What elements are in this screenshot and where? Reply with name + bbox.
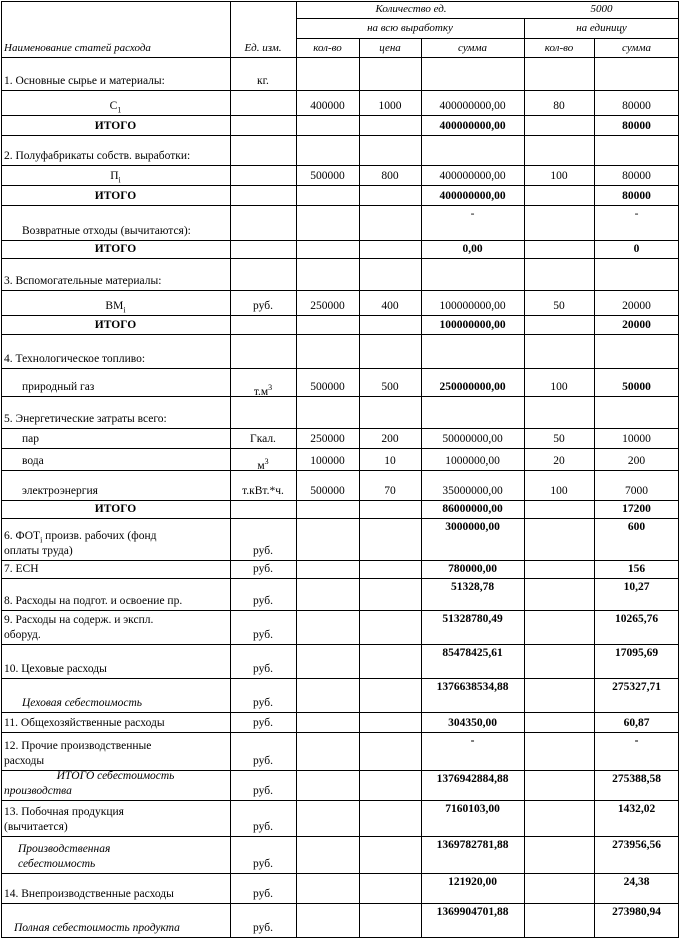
row-name: $ВМ_i$ xyxy=(105,300,126,315)
row-name-subscript: i xyxy=(40,535,43,545)
row-name-line2: (вычитается) xyxy=(4,821,68,833)
row-unit-sum: 275327,71 xyxy=(612,681,661,693)
row-unit-sum: 0 xyxy=(633,243,640,255)
row-name: ИТОГО xyxy=(94,243,137,255)
row-sum: - xyxy=(470,208,475,220)
row-name: ИТОГО xyxy=(94,319,137,331)
row-sum: 7160103,00 xyxy=(445,803,500,815)
row-sum: 3000000,00 xyxy=(445,521,500,533)
row-unit-superscript: 3 xyxy=(264,457,269,466)
row-name: ИТОГО себестоимость xyxy=(56,770,175,782)
row-name: 7. ЕСН xyxy=(4,563,39,575)
row-name: 12. Прочие производственные xyxy=(4,740,152,752)
row-sum: 100000000,00 xyxy=(439,319,506,331)
row-price: 800 xyxy=(381,170,399,182)
header-sub-sum-per-unit: сумма xyxy=(622,42,651,54)
row-unit: т.кВт.*ч. xyxy=(242,485,284,497)
row-name-line2: производства xyxy=(4,785,72,797)
row-name-line2: себестоимость xyxy=(18,858,96,870)
row-name: 4. Технологическое топливо: xyxy=(4,353,146,365)
row-unit: руб. xyxy=(253,717,273,729)
row-name: $П_i$ xyxy=(110,170,121,185)
row-sum: 400000000,00 xyxy=(439,100,506,112)
row-unit: руб. xyxy=(253,858,273,870)
row-quantity: 400000 xyxy=(310,100,345,112)
row-unit-sum: 20000 xyxy=(622,300,651,312)
row-unit: руб. xyxy=(253,821,273,833)
row-sum: 400000000,00 xyxy=(439,120,506,132)
row-price: 400 xyxy=(381,300,399,312)
row-unit: руб. xyxy=(253,595,273,607)
row-unit-sum: 17200 xyxy=(622,503,651,515)
row-unit: руб. xyxy=(253,755,273,767)
header-sub-quantity: кол-во xyxy=(313,42,342,54)
header-group-total-output: на всю выработку xyxy=(367,22,453,34)
row-name-line2: расходы xyxy=(4,755,45,767)
row-unit-sum: 60,87 xyxy=(623,717,650,729)
row-sum: 121920,00 xyxy=(448,876,497,888)
row-sum: 1376942884,88 xyxy=(436,773,509,785)
row-name: 6. $ФОТ_i$ произв. рабочих (фонд xyxy=(4,530,157,545)
row-unit-sum: 20000 xyxy=(622,319,651,331)
row-unit-sum: - xyxy=(634,208,639,220)
row-name: Производственная xyxy=(18,843,111,855)
row-price: 70 xyxy=(384,485,396,497)
row-name: 10. Цеховые расходы xyxy=(4,663,107,675)
row-name: Возвратные отходы (вычитаются): xyxy=(22,225,191,237)
row-sum: 86000000,00 xyxy=(442,503,503,515)
row-unit-sum: 156 xyxy=(627,563,646,575)
row-name: ИТОГО xyxy=(94,503,137,515)
row-name: природный газ xyxy=(22,381,95,393)
row-quantity: 500000 xyxy=(310,381,345,393)
row-name: вода xyxy=(22,455,44,467)
row-unit-sum: 10000 xyxy=(622,433,651,445)
row-name: 14. Внепроизводственные расходы xyxy=(4,888,174,900)
row-name: Полная себестоимость продукта xyxy=(14,922,180,934)
row-name: 2. Полуфабрикаты собств. выработки: xyxy=(4,150,191,162)
row-unit-sum: 50000 xyxy=(622,381,651,393)
row-sum: 35000000,00 xyxy=(442,485,503,497)
row-name: 9. Расходы на содерж. и экспл. xyxy=(4,614,154,626)
header-unit-column: Ед. изм. xyxy=(244,42,282,54)
row-unit: руб. xyxy=(253,563,273,575)
row-name-line2: оплаты труда) xyxy=(4,545,73,557)
header-sub-price: цена xyxy=(379,42,401,54)
row-sum: 1376638534,88 xyxy=(436,681,509,693)
row-unit-quantity: 20 xyxy=(553,455,565,467)
row-unit: руб. xyxy=(253,888,273,900)
row-unit-sum: 200 xyxy=(627,455,646,467)
row-unit-sum: 80000 xyxy=(622,120,651,132)
row-quantity: 250000 xyxy=(310,300,345,312)
row-unit-quantity: 100 xyxy=(550,381,568,393)
row-unit-sum: 600 xyxy=(627,521,646,533)
row-name: $С_1$ xyxy=(109,100,122,115)
row-sum: 50000000,00 xyxy=(442,433,503,445)
header-quantity-value: 5000 xyxy=(590,3,613,15)
row-unit-sum: 80000 xyxy=(622,190,651,202)
row-name: 13. Побочная продукция xyxy=(4,806,124,818)
row-quantity: 250000 xyxy=(310,433,345,445)
row-sum: 1369782781,88 xyxy=(436,839,509,851)
row-quantity: 500000 xyxy=(310,170,345,182)
row-sum: 780000,00 xyxy=(448,563,497,575)
row-name: ИТОГО xyxy=(94,120,137,132)
row-name-line2: оборуд. xyxy=(4,629,41,641)
row-name-tail: произв. рабочих (фонд xyxy=(42,530,157,542)
row-name-subscript: i xyxy=(123,305,126,315)
row-price: 200 xyxy=(381,433,399,445)
row-unit-sum: - xyxy=(634,735,639,747)
row-name: ИТОГО xyxy=(94,190,137,202)
header-name-column: Наименование статей расхода xyxy=(4,42,151,54)
row-sum: 51328,78 xyxy=(450,581,495,593)
row-sum: 400000000,00 xyxy=(439,170,506,182)
row-unit-sum: 275388,58 xyxy=(612,773,661,785)
row-unit-sum: 24,38 xyxy=(623,876,650,888)
row-name: Цеховая себестоимость xyxy=(22,697,142,709)
row-unit-quantity: 100 xyxy=(550,485,568,497)
row-unit-sum: 7000 xyxy=(625,485,648,497)
row-unit-sum: 10265,76 xyxy=(614,613,659,625)
row-sum: 51328780,49 xyxy=(442,613,503,625)
row-sum: 1369904701,88 xyxy=(436,906,509,918)
row-name: пар xyxy=(22,433,40,445)
row-unit: руб. xyxy=(253,922,273,934)
row-price: 500 xyxy=(381,381,399,393)
row-unit: Гкал. xyxy=(250,433,276,445)
row-name: 3. Вспомогательные материалы: xyxy=(4,275,162,287)
row-name: электроэнергия xyxy=(22,485,98,497)
row-price: 10 xyxy=(384,455,396,467)
row-unit-sum: 1432,02 xyxy=(617,803,656,815)
row-sum: 85478425,61 xyxy=(442,647,503,659)
row-unit: руб. xyxy=(253,663,273,675)
row-sum: 304350,00 xyxy=(448,717,497,729)
row-unit-quantity: 50 xyxy=(553,433,565,445)
row-sum: - xyxy=(470,735,475,747)
row-unit: $т.м^3$ xyxy=(253,383,273,398)
header-sub-quantity-per-unit: кол-во xyxy=(544,42,574,54)
row-sum: 100000000,00 xyxy=(439,300,506,312)
row-name-subscript: i xyxy=(118,175,121,185)
row-sum: 1000000,00 xyxy=(445,455,500,467)
row-unit-sum: 273980,94 xyxy=(612,906,661,918)
row-unit-quantity: 50 xyxy=(553,300,565,312)
row-quantity: 500000 xyxy=(310,485,345,497)
row-name: 1. Основные сырье и материалы: xyxy=(4,75,165,87)
row-price: 1000 xyxy=(378,100,402,112)
row-unit: руб. xyxy=(253,545,273,557)
header-quantity-label: Количество ед. xyxy=(375,3,447,15)
row-unit: руб. xyxy=(253,629,273,641)
header-group-per-unit: на единицу xyxy=(576,22,627,34)
row-unit-quantity: 80 xyxy=(553,100,565,112)
row-unit-sum: 17095,69 xyxy=(614,647,659,659)
row-quantity: 100000 xyxy=(310,455,345,467)
row-unit: руб. xyxy=(253,697,273,709)
row-name: 11. Общехозяйственные расходы xyxy=(4,717,165,729)
row-unit: $м^3$ xyxy=(257,457,269,472)
row-unit-superscript: 3 xyxy=(268,383,273,392)
row-unit-sum: 10,27 xyxy=(623,581,650,593)
row-unit: руб. xyxy=(253,785,273,797)
row-unit-sum: 273956,56 xyxy=(612,839,661,851)
row-sum: 400000000,00 xyxy=(439,190,506,202)
row-unit-quantity: 100 xyxy=(550,170,568,182)
row-unit: руб. xyxy=(253,300,273,312)
header-sub-sum: сумма xyxy=(458,42,487,54)
row-name: 8. Расходы на подгот. и освоение пр. xyxy=(4,595,183,607)
row-name: 5. Энергетические затраты всего: xyxy=(4,413,167,425)
row-unit-sum: 80000 xyxy=(622,170,651,182)
row-name-subscript: 1 xyxy=(117,105,122,115)
row-sum: 250000000,00 xyxy=(439,381,506,393)
row-sum: 0,00 xyxy=(462,243,483,255)
row-unit-sum: 80000 xyxy=(622,100,651,112)
row-unit: кг. xyxy=(257,75,269,87)
